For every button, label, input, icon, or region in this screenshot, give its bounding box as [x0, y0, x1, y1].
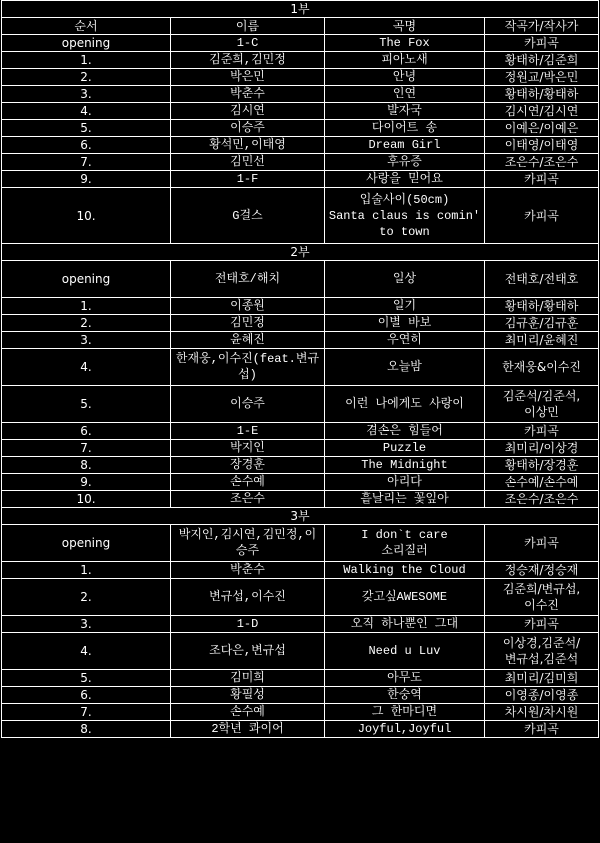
composer-cell: 카피곡 [485, 35, 599, 52]
performer-cell: 조다은,변규섭 [171, 633, 325, 670]
performer-cell: 손수예 [171, 704, 325, 721]
order-cell: 7. [2, 704, 171, 721]
table-row [2, 69, 599, 86]
composer-cell: 이영종/이영종 [485, 687, 599, 704]
performer-cell: 박지인,김시연,김민정,이 승주 [171, 525, 325, 562]
table-row [2, 491, 599, 508]
performer-cell: 조은수 [171, 491, 325, 508]
song-cell: 오직 하나뿐인 그대 [325, 616, 485, 633]
song-cell: Need u Luv [325, 633, 485, 670]
order-cell: 3. [2, 616, 171, 633]
composer-cell: 한재웅&이수진 [485, 349, 599, 386]
program-table-body [2, 1, 599, 738]
performer-cell: 1-E [171, 423, 325, 440]
song-cell: The Fox [325, 35, 485, 52]
performer-cell: 한재웅,이수진(feat.변규 섭) [171, 349, 325, 386]
order-cell: 3. [2, 332, 171, 349]
composer-cell: 황태하/장경훈 [485, 457, 599, 474]
song-cell: 입술사이(50cm) Santa claus is comin' to town [325, 188, 485, 244]
composer-cell: 카피곡 [485, 188, 599, 244]
column-header-row [2, 18, 599, 35]
order-cell: 5. [2, 386, 171, 423]
performer-cell: 김준희,김민정 [171, 52, 325, 69]
performer-cell: 박춘수 [171, 562, 325, 579]
composer-cell: 카피곡 [485, 525, 599, 562]
song-cell: Puzzle [325, 440, 485, 457]
table-row [2, 616, 599, 633]
performer-cell: 전태호/해치 [171, 261, 325, 298]
performer-cell: G걸스 [171, 188, 325, 244]
table-row [2, 704, 599, 721]
composer-cell: 김시연/김시연 [485, 103, 599, 120]
table-row [2, 349, 599, 386]
table-row [2, 171, 599, 188]
performer-cell: 황필성 [171, 687, 325, 704]
performer-cell: 1-D [171, 616, 325, 633]
composer-cell: 전태호/전태호 [485, 261, 599, 298]
composer-cell: 이상경,김준석/ 변규섭,김준석 [485, 633, 599, 670]
performer-cell: 박은민 [171, 69, 325, 86]
order-cell: opening [2, 35, 171, 52]
table-row [2, 525, 599, 562]
order-cell: 7. [2, 440, 171, 457]
order-cell: 6. [2, 687, 171, 704]
song-cell: 그 한마디면 [325, 704, 485, 721]
composer-cell: 카피곡 [485, 721, 599, 738]
table-row [2, 261, 599, 298]
column-header: 작곡가/작사가 [485, 18, 599, 35]
composer-cell: 카피곡 [485, 423, 599, 440]
performer-cell: 황석민,이태영 [171, 137, 325, 154]
section-title: 1부 [2, 1, 599, 18]
performer-cell: 김미희 [171, 670, 325, 687]
performer-cell: 김민선 [171, 154, 325, 171]
performer-cell: 변규섭,이수진 [171, 579, 325, 616]
section-title: 3부 [2, 508, 599, 525]
performer-cell: 장경훈 [171, 457, 325, 474]
order-cell: 2. [2, 315, 171, 332]
song-cell: I don`t care 소리질러 [325, 525, 485, 562]
song-cell: 피아노새 [325, 52, 485, 69]
composer-cell: 이태영/이태영 [485, 137, 599, 154]
section-header-row [2, 244, 599, 261]
table-row [2, 52, 599, 69]
column-header: 이름 [171, 18, 325, 35]
composer-cell: 최미리/윤혜진 [485, 332, 599, 349]
composer-cell: 김준희/변규섭, 이수진 [485, 579, 599, 616]
table-row [2, 423, 599, 440]
order-cell: 7. [2, 154, 171, 171]
table-row [2, 440, 599, 457]
performer-cell: 이승주 [171, 386, 325, 423]
composer-cell: 카피곡 [485, 171, 599, 188]
song-cell: 우연히 [325, 332, 485, 349]
song-cell: 인연 [325, 86, 485, 103]
order-cell: 6. [2, 137, 171, 154]
order-cell: opening [2, 525, 171, 562]
table-row [2, 298, 599, 315]
order-cell: 4. [2, 349, 171, 386]
table-row [2, 579, 599, 616]
performer-cell: 윤혜진 [171, 332, 325, 349]
order-cell: 6. [2, 423, 171, 440]
song-cell: 이별 바보 [325, 315, 485, 332]
table-row [2, 137, 599, 154]
order-cell: 5. [2, 120, 171, 137]
performer-cell: 이종원 [171, 298, 325, 315]
order-cell: 10. [2, 188, 171, 244]
composer-cell: 카피곡 [485, 616, 599, 633]
order-cell: 8. [2, 721, 171, 738]
order-cell: 9. [2, 474, 171, 491]
order-cell: 2. [2, 69, 171, 86]
composer-cell: 황태하/황태하 [485, 86, 599, 103]
song-cell: 흩날리는 꽃잎아 [325, 491, 485, 508]
order-cell: 1. [2, 562, 171, 579]
song-cell: 한숭역 [325, 687, 485, 704]
section-header-row [2, 508, 599, 525]
order-cell: 5. [2, 670, 171, 687]
composer-cell: 정원교/박은민 [485, 69, 599, 86]
table-row [2, 35, 599, 52]
song-cell: Joyful,Joyful [325, 721, 485, 738]
composer-cell: 손수예/손수예 [485, 474, 599, 491]
section-header-row [2, 1, 599, 18]
composer-cell: 조은수/조은수 [485, 491, 599, 508]
performer-cell: 박춘수 [171, 86, 325, 103]
table-row [2, 154, 599, 171]
order-cell: 4. [2, 633, 171, 670]
composer-cell: 이예은/이예은 [485, 120, 599, 137]
song-cell: 안녕 [325, 69, 485, 86]
table-row [2, 86, 599, 103]
performer-cell: 2학년 콰이어 [171, 721, 325, 738]
table-row [2, 670, 599, 687]
composer-cell: 최미리/이상경 [485, 440, 599, 457]
song-cell: 후유증 [325, 154, 485, 171]
table-row [2, 474, 599, 491]
table-row [2, 332, 599, 349]
song-cell: 오늘밤 [325, 349, 485, 386]
order-cell: 4. [2, 103, 171, 120]
song-cell: Walking the Cloud [325, 562, 485, 579]
table-row [2, 315, 599, 332]
composer-cell: 최미리/김미희 [485, 670, 599, 687]
composer-cell: 조은수/조은수 [485, 154, 599, 171]
column-header: 순서 [2, 18, 171, 35]
composer-cell: 황태하/김준희 [485, 52, 599, 69]
order-cell: 9. [2, 171, 171, 188]
order-cell: opening [2, 261, 171, 298]
order-cell: 8. [2, 457, 171, 474]
composer-cell: 황태하/황태하 [485, 298, 599, 315]
table-row [2, 457, 599, 474]
performer-cell: 김시연 [171, 103, 325, 120]
song-cell: 아리다 [325, 474, 485, 491]
composer-cell: 김규훈/김규훈 [485, 315, 599, 332]
song-cell: 일기 [325, 298, 485, 315]
table-row [2, 633, 599, 670]
composer-cell: 김준석/김준석, 이상민 [485, 386, 599, 423]
program-table [1, 0, 599, 738]
performer-cell: 손수예 [171, 474, 325, 491]
table-row [2, 721, 599, 738]
song-cell: 사랑을 믿어요 [325, 171, 485, 188]
song-cell: The Midnight [325, 457, 485, 474]
song-cell: 다이어트 송 [325, 120, 485, 137]
song-cell: 겸손은 힘들어 [325, 423, 485, 440]
order-cell: 1. [2, 298, 171, 315]
song-cell: 갖고싶AWESOME [325, 579, 485, 616]
composer-cell: 정승재/정승재 [485, 562, 599, 579]
performer-cell: 김민정 [171, 315, 325, 332]
song-cell: 이런 나에게도 사랑이 [325, 386, 485, 423]
order-cell: 1. [2, 52, 171, 69]
song-cell: Dream Girl [325, 137, 485, 154]
performer-cell: 박지인 [171, 440, 325, 457]
table-row [2, 687, 599, 704]
table-row [2, 386, 599, 423]
table-row [2, 120, 599, 137]
song-cell: 일상 [325, 261, 485, 298]
column-header: 곡명 [325, 18, 485, 35]
table-row [2, 188, 599, 244]
song-cell: 발자국 [325, 103, 485, 120]
table-row [2, 562, 599, 579]
composer-cell: 차시원/차시원 [485, 704, 599, 721]
song-cell: 아무도 [325, 670, 485, 687]
order-cell: 10. [2, 491, 171, 508]
table-row [2, 103, 599, 120]
section-title: 2부 [2, 244, 599, 261]
order-cell: 2. [2, 579, 171, 616]
performer-cell: 1-F [171, 171, 325, 188]
performer-cell: 1-C [171, 35, 325, 52]
order-cell: 3. [2, 86, 171, 103]
performer-cell: 이승주 [171, 120, 325, 137]
